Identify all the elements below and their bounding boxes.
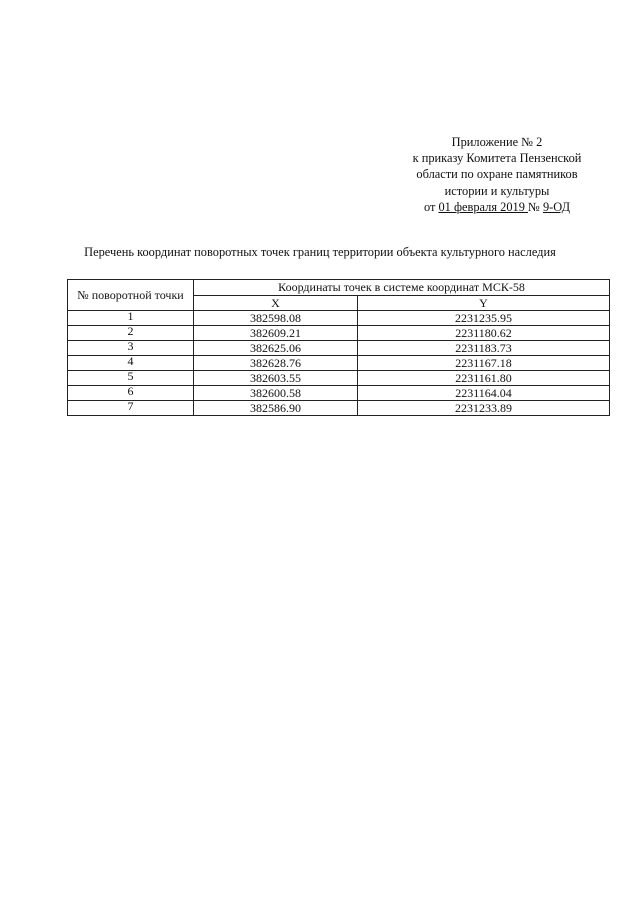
coord-x: 382603.55 — [194, 371, 358, 386]
point-number: 2 — [68, 326, 194, 341]
header-y: Y — [358, 295, 610, 311]
appendix-number-sign: № — [528, 199, 543, 214]
header-x: X — [194, 295, 358, 311]
table-row — [68, 401, 610, 416]
point-number: 1 — [68, 311, 194, 326]
table-row — [68, 371, 610, 386]
table-row — [68, 326, 610, 341]
coord-y: 2231235.95 — [358, 311, 610, 326]
coord-y: 2231164.04 — [358, 386, 610, 401]
point-number: 5 — [68, 371, 194, 386]
table-row — [68, 341, 610, 356]
coord-x: 382586.90 — [194, 401, 358, 416]
coord-y: 2231180.62 — [358, 326, 610, 341]
appendix-line-5 — [392, 199, 602, 215]
appendix-date: 01 февраля 2019 — [438, 199, 529, 214]
point-number: 7 — [68, 401, 194, 416]
point-number: 4 — [68, 356, 194, 371]
coord-y: 2231233.89 — [358, 401, 610, 416]
coord-y: 2231161.80 — [358, 371, 610, 386]
point-number: 3 — [68, 341, 194, 356]
appendix-line-3: области по охране памятников — [416, 167, 578, 182]
coord-x: 382598.08 — [194, 311, 358, 326]
table-row — [68, 356, 610, 371]
coord-x: 382625.06 — [194, 341, 358, 356]
appendix-line-2: к приказу Комитета Пензенской — [412, 151, 582, 166]
coord-x: 382600.58 — [194, 386, 358, 401]
point-number: 6 — [68, 386, 194, 401]
appendix-line-4: истории и культуры — [444, 183, 550, 198]
appendix-date-prefix: от — [423, 199, 439, 214]
coord-y: 2231183.73 — [358, 341, 610, 356]
coord-y: 2231167.18 — [358, 356, 610, 371]
coord-x: 382609.21 — [194, 326, 358, 341]
appendix-number: 9-ОД — [542, 199, 571, 214]
appendix-header — [392, 134, 602, 215]
coordinates-table — [67, 279, 610, 416]
appendix-line-1: Приложение № 2 — [451, 135, 543, 149]
table-row — [68, 311, 610, 326]
header-point-number: № поворотной точки — [68, 280, 194, 311]
table-row — [68, 386, 610, 401]
coord-x: 382628.76 — [194, 356, 358, 371]
document-title: Перечень координат поворотных точек границ территории объекта культурного наследия — [84, 245, 556, 259]
header-coordinates: Координаты точек в системе координат МСК-58 — [194, 280, 610, 296]
